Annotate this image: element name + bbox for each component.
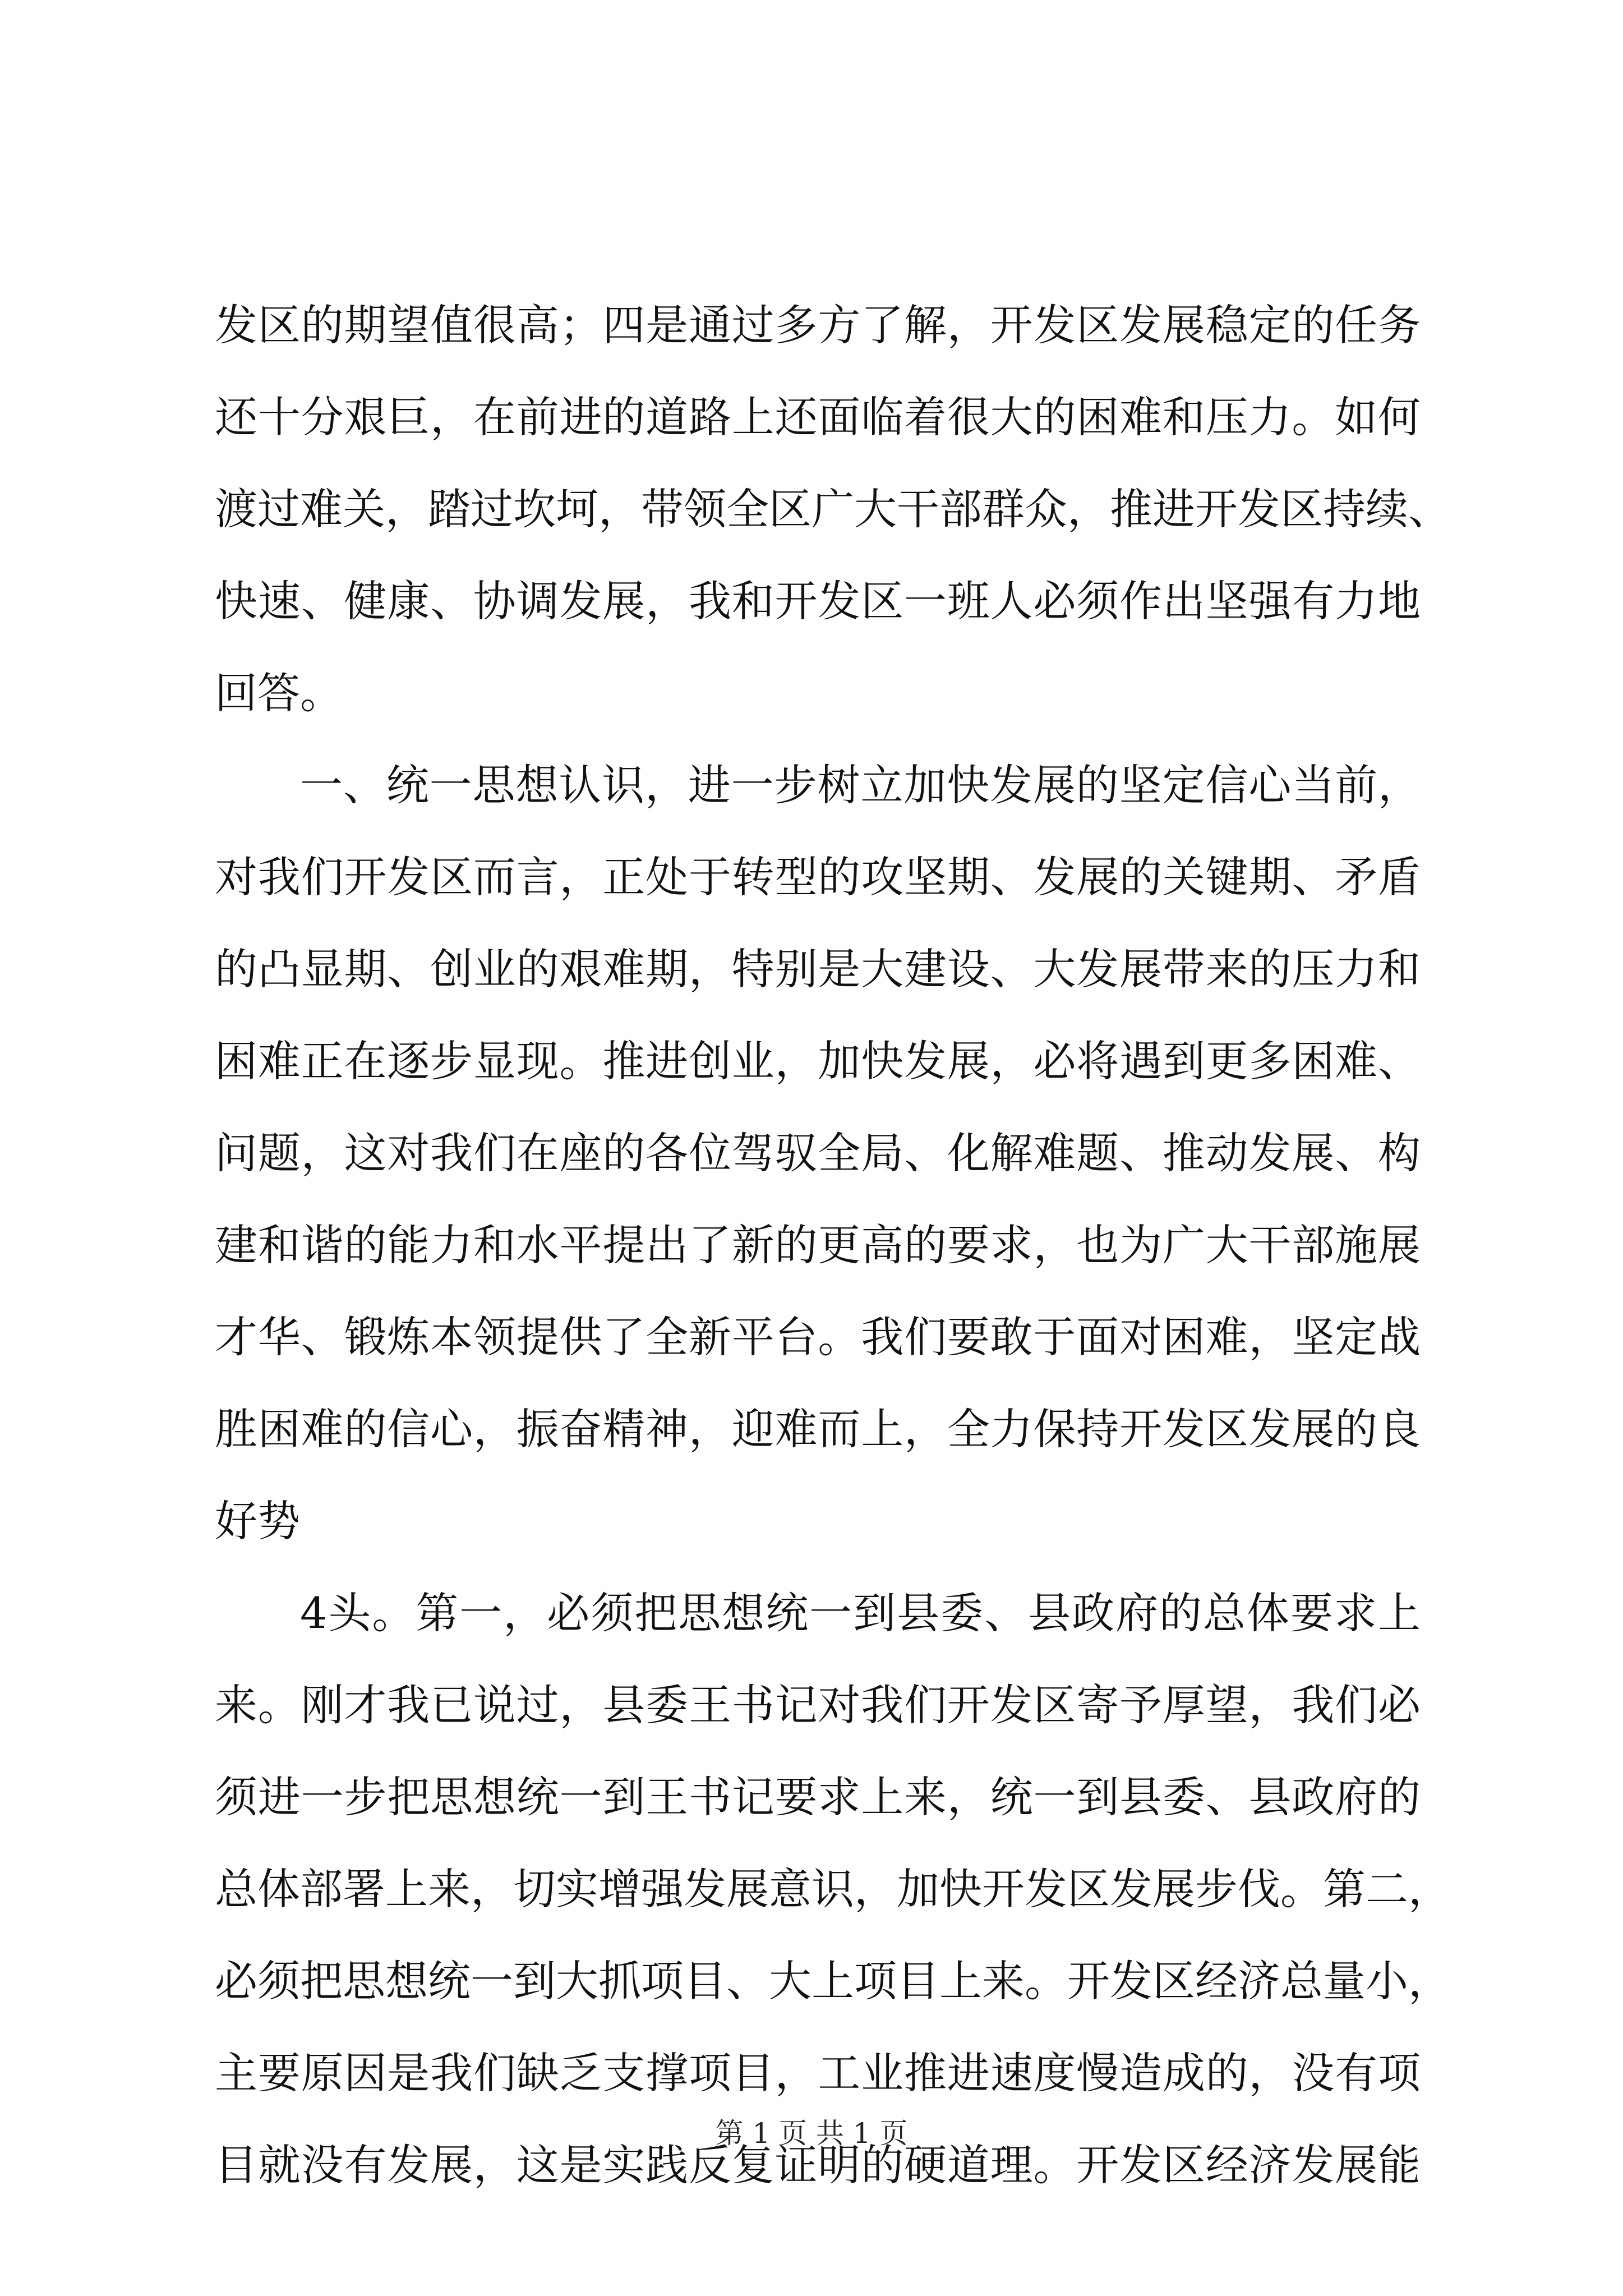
page-footer: 第 1 页 共 1 页 [715, 2117, 908, 2150]
paragraph-first-line: 4头。第一，必须把思想统一到县委、县政府的总体要求上 [300, 1588, 1421, 1638]
text-line: 问题，这对我们在座的各位驾驭全局、化解难题、推动发展、构 [215, 1128, 1421, 1178]
text-line: 对我们开发区而言，正处于转型的攻坚期、发展的关键期、矛盾 [215, 852, 1421, 902]
text-line: 总体部署上来，切实增强发展意识，加快开发区发展步伐。第二， [215, 1864, 1451, 1914]
text-line: 主要原因是我们缺乏支撑项目，工业推进速度慢造成的，没有项 [215, 2048, 1421, 2098]
text-line: 发区的期望值很高；四是通过多方了解，开发区发展稳定的任务 [215, 300, 1421, 350]
text-line: 渡过难关，踏过坎坷，带领全区广大干部群众，推进开发区持续、 [215, 484, 1451, 534]
text-line: 的凸显期、创业的艰难期，特别是大建设、大发展带来的压力和 [215, 944, 1421, 994]
text-line: 回答。 [215, 668, 343, 718]
paragraph-first-line: 一、统一思想认识，进一步树立加快发展的坚定信心当前， [300, 760, 1421, 810]
text-line: 好势 [215, 1496, 300, 1546]
text-line: 目就没有发展，这是实践反复证明的硬道理。开发区经济发展能 [215, 2140, 1421, 2190]
text-line: 建和谐的能力和水平提出了新的更高的要求，也为广大干部施展 [215, 1220, 1421, 1270]
text-line: 来。刚才我已说过，县委王书记对我们开发区寄予厚望，我们必 [215, 1680, 1421, 1730]
text-line: 胜困难的信心，振奋精神，迎难而上，全力保持开发区发展的良 [215, 1404, 1421, 1454]
text-line: 才华、锻炼本领提供了全新平台。我们要敢于面对困难，坚定战 [215, 1312, 1421, 1362]
text-line: 快速、健康、协调发展，我和开发区一班人必须作出坚强有力地 [215, 576, 1421, 626]
text-line: 须进一步把思想统一到王书记要求上来，统一到县委、县政府的 [215, 1772, 1421, 1822]
text-line: 必须把思想统一到大抓项目、大上项目上来。开发区经济总量小， [215, 1956, 1451, 2006]
text-line: 困难正在逐步显现。推进创业，加快发展，必将遇到更多困难、 [215, 1036, 1421, 1086]
text-line: 还十分艰巨，在前进的道路上还面临着很大的困难和压力。如何 [215, 392, 1421, 442]
